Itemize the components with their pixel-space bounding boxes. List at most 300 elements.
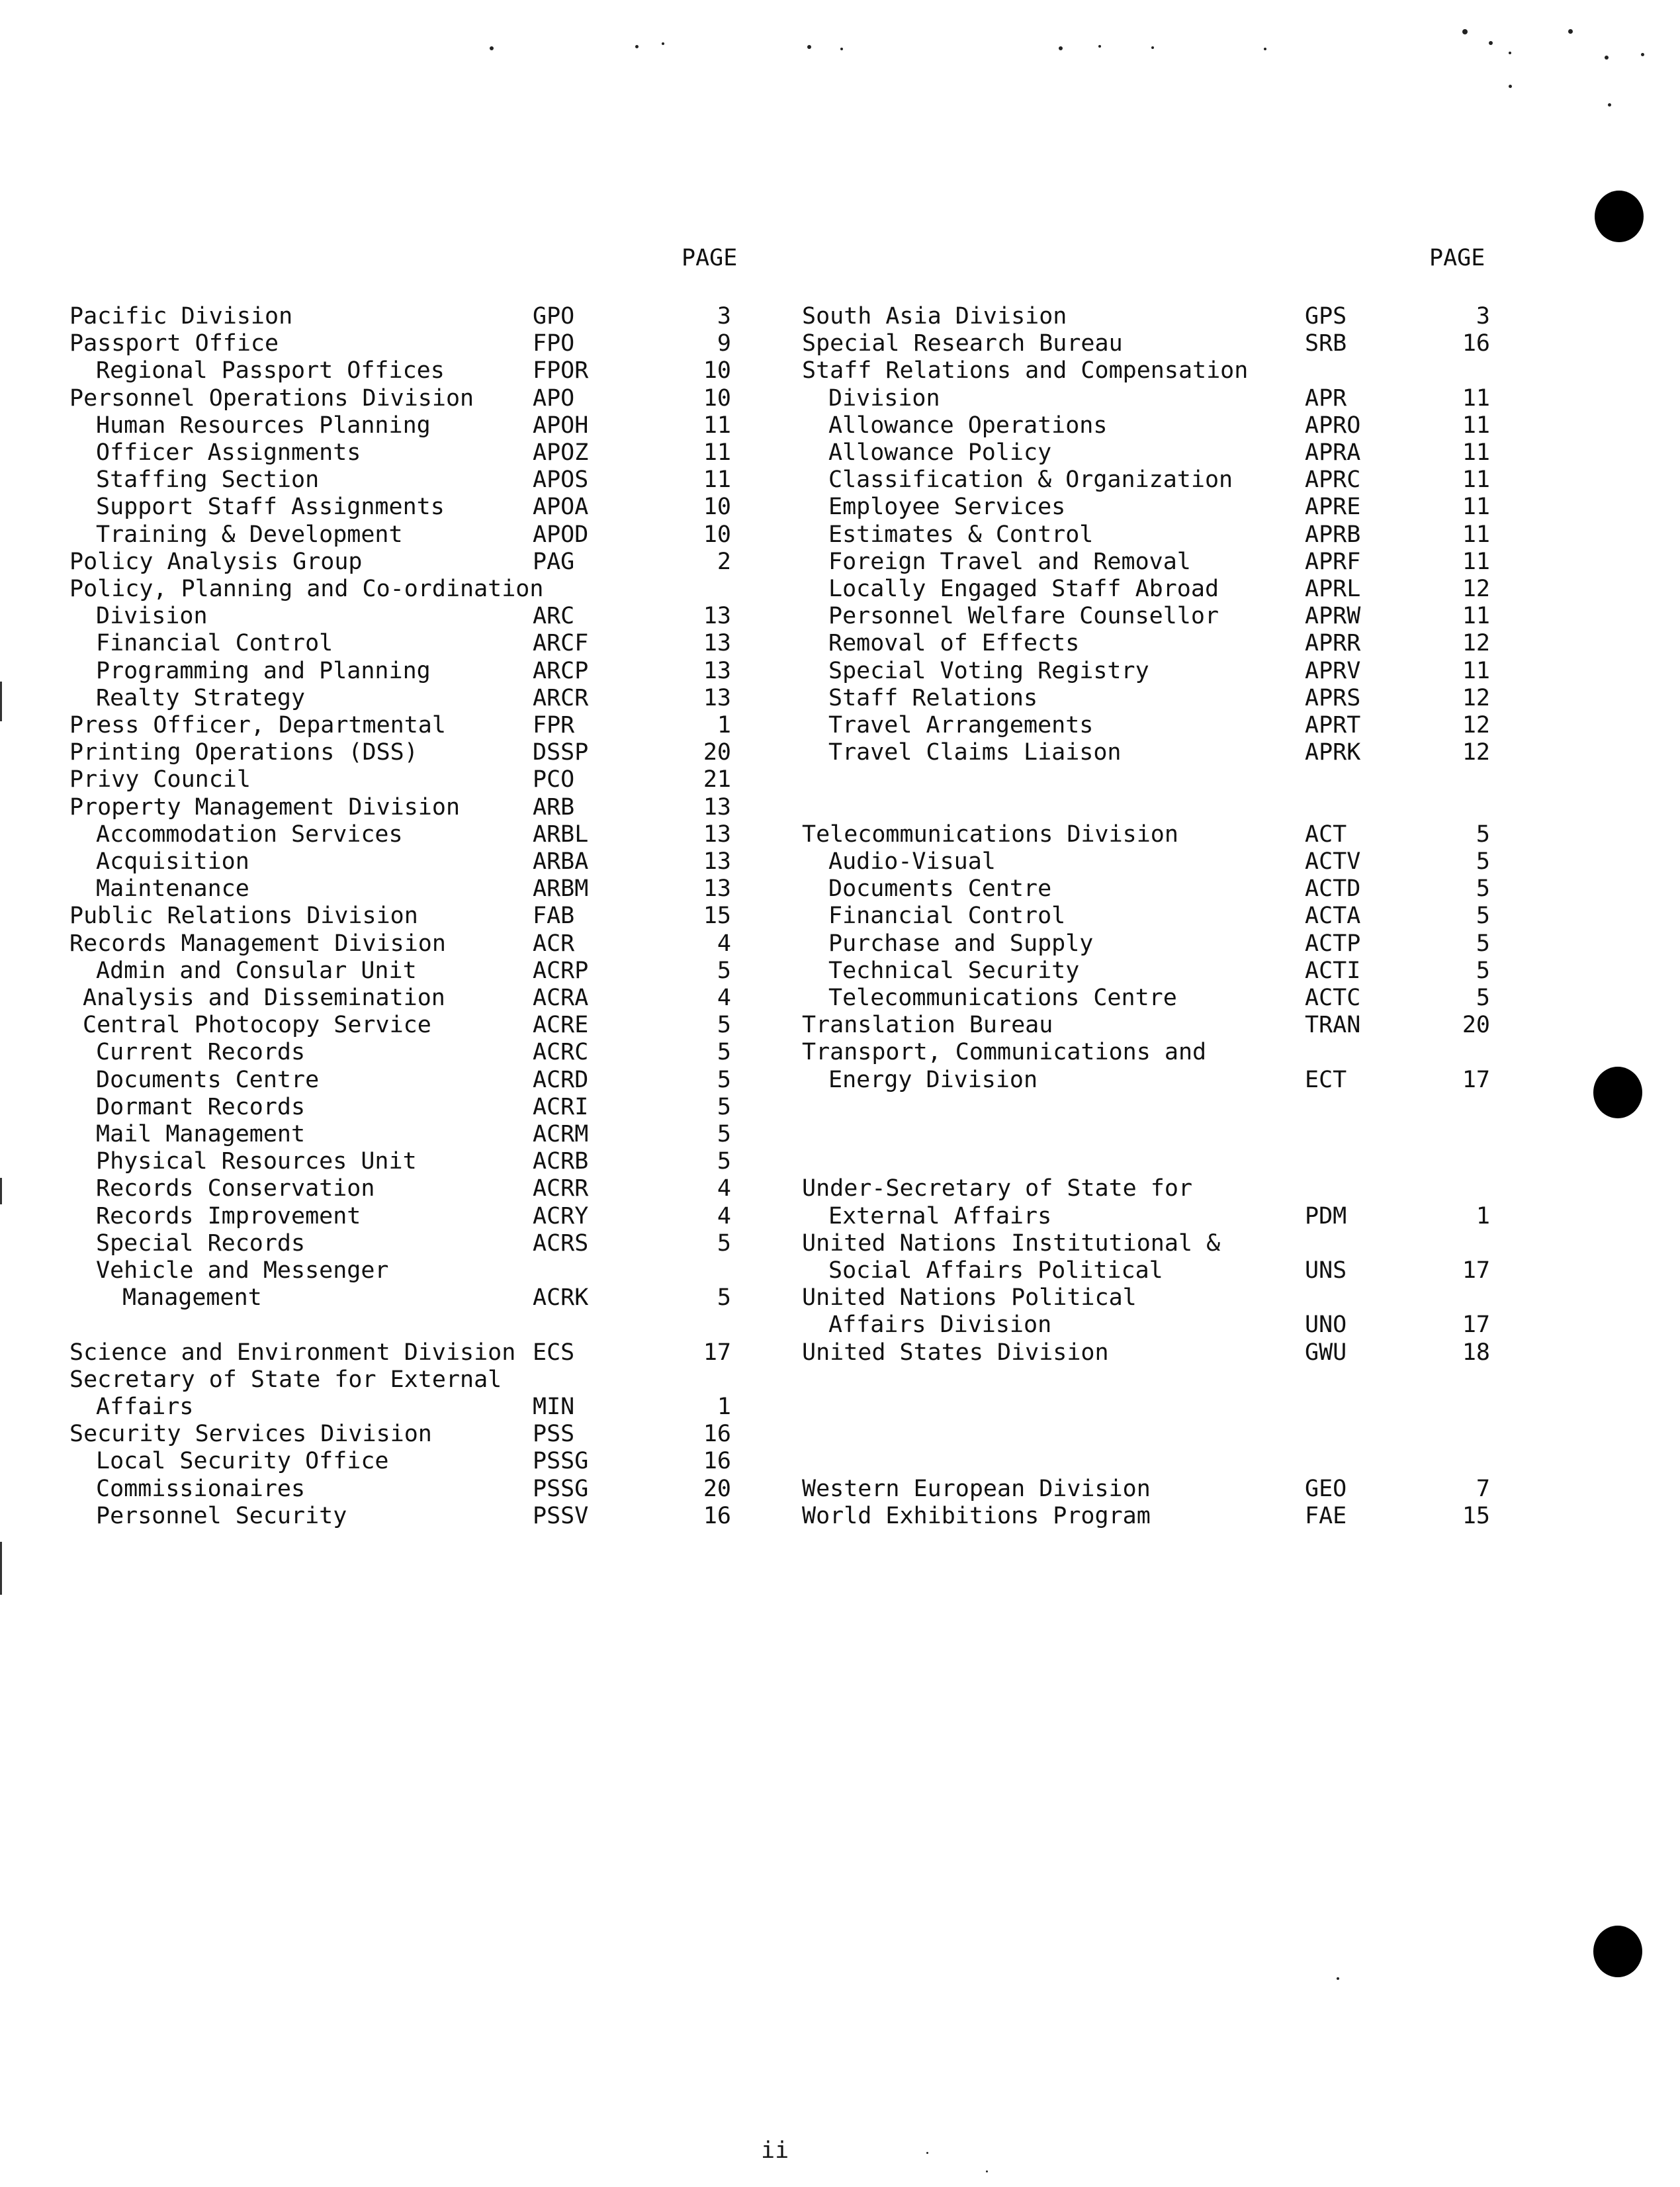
entry-page: 11 (1462, 467, 1490, 494)
entry-name: Mail Management (96, 1121, 306, 1147)
index-entry (69, 630, 738, 656)
entry-name: Transport, Communications and (802, 1039, 1207, 1066)
index-entry (69, 412, 738, 439)
entry-code: ACRY (533, 1202, 589, 1229)
index-entry (69, 1039, 738, 1065)
scan-speck (635, 45, 639, 48)
index-entry (69, 1284, 738, 1311)
entry-name: Printing Operations (DSS) (69, 739, 418, 766)
entry-name: Personnel Welfare Counsellor (828, 603, 1219, 630)
entry-code: APOA (533, 494, 589, 521)
index-entry (802, 712, 1490, 738)
index-entry (69, 821, 738, 848)
entry-name: Officer Assignments (96, 439, 361, 466)
entry-page: 18 (1462, 1339, 1490, 1366)
entry-name: Science and Environment Division (69, 1339, 516, 1366)
entry-page: 16 (703, 1421, 731, 1448)
entry-page: 10 (703, 494, 731, 521)
entry-name: Telecommunications Division (802, 821, 1178, 848)
entry-code: PSSG (533, 1475, 589, 1502)
entry-page: 20 (1462, 1012, 1490, 1039)
entry-name: Foreign Travel and Removal (828, 548, 1191, 575)
scan-speck (490, 46, 494, 50)
entry-page: 5 (1476, 903, 1490, 930)
entry-name: Central Photocopy Service (83, 1012, 431, 1039)
index-entry (802, 1339, 1490, 1366)
entry-name: Property Management Division (69, 793, 461, 821)
entry-code: APOS (533, 467, 589, 494)
entry-code: APRS (1305, 684, 1361, 711)
scan-speck (1608, 103, 1611, 107)
entry-page: 1 (717, 712, 731, 738)
index-entry (802, 603, 1490, 629)
index-entry (802, 357, 1490, 384)
index-entry (802, 766, 1490, 793)
entry-name: Records Improvement (96, 1202, 361, 1229)
punch-hole-top (1595, 191, 1644, 242)
entry-code: ACRK (533, 1284, 589, 1312)
index-entry (69, 1312, 738, 1338)
scan-speck (986, 2170, 988, 2172)
entry-page: 4 (717, 930, 731, 957)
entry-name: Staff Relations (828, 684, 1038, 711)
index-entry (69, 549, 738, 575)
entry-name: Western European Division (802, 1475, 1151, 1502)
entry-page: 16 (703, 1448, 731, 1475)
entry-code: ACRD (533, 1066, 589, 1093)
entry-code: ACRR (533, 1175, 589, 1202)
page-number: ii (761, 2137, 789, 2164)
entry-code: ARCR (533, 684, 589, 711)
index-entry (802, 875, 1490, 902)
index-entry (802, 658, 1490, 684)
entry-code: APRB (1305, 521, 1361, 548)
index-entry (69, 603, 738, 629)
scan-speck (1568, 29, 1573, 34)
index-entry (802, 330, 1490, 357)
entry-name: Documents Centre (828, 875, 1052, 903)
index-entry (69, 1203, 738, 1229)
entry-name: United Nations Institutional & (802, 1229, 1221, 1257)
index-entry (69, 848, 738, 875)
index-entry (802, 1448, 1490, 1474)
entry-code: PCO (533, 766, 575, 793)
scan-speck (1098, 45, 1101, 48)
entry-code: APRO (1305, 412, 1361, 439)
index-entry (802, 1421, 1490, 1447)
index-entry (802, 1039, 1490, 1065)
index-entry (69, 1476, 738, 1502)
index-entry (69, 1448, 738, 1474)
page-column-header-left: PAGE (682, 245, 738, 271)
entry-code: PSS (533, 1421, 575, 1448)
entry-page: 11 (703, 439, 731, 466)
index-entry (69, 521, 738, 548)
entry-page: 13 (703, 821, 731, 848)
entry-code: ACRM (533, 1121, 589, 1147)
entry-name: Passport Office (69, 330, 279, 357)
entry-name: Maintenance (96, 875, 249, 903)
entry-name: Analysis and Dissemination (83, 985, 445, 1011)
entry-page: 3 (1476, 303, 1490, 330)
index-entry (69, 903, 738, 929)
entry-page: 11 (1462, 521, 1490, 548)
entry-page: 16 (703, 1502, 731, 1529)
entry-page: 11 (1462, 494, 1490, 521)
entry-page: 5 (1476, 930, 1490, 957)
entry-page: 17 (1462, 1066, 1490, 1093)
entry-code: APRA (1305, 439, 1361, 466)
entry-page: 20 (703, 1475, 731, 1502)
entry-page: 10 (703, 521, 731, 548)
index-entry (69, 958, 738, 984)
entry-code: ARBL (533, 821, 589, 848)
scan-speck (1509, 85, 1512, 88)
entry-code: APOD (533, 521, 589, 548)
index-entry (802, 848, 1490, 875)
entry-code: ARB (533, 793, 575, 821)
punch-hole-bottom (1593, 1926, 1642, 1977)
entry-name: Acquisition (96, 848, 249, 875)
scan-margin-mark (0, 682, 2, 721)
index-entry (69, 1339, 738, 1366)
scan-margin-mark (0, 1178, 2, 1204)
index-entry (69, 766, 738, 793)
entry-name: Division (96, 603, 208, 630)
index-entry (69, 658, 738, 684)
entry-name: Special Voting Registry (828, 657, 1149, 684)
entry-code: ACTP (1305, 930, 1361, 957)
entry-page: 5 (717, 1093, 731, 1120)
entry-code: ACTV (1305, 848, 1361, 875)
index-entry (69, 1421, 738, 1447)
entry-name: Local Security Office (96, 1448, 389, 1475)
index-entry (802, 685, 1490, 711)
entry-name: Documents Centre (96, 1066, 320, 1093)
entry-code: ACRE (533, 1012, 589, 1039)
entry-name: Policy, Planning and Co-ordination (69, 576, 544, 602)
entry-code: APRV (1305, 657, 1361, 684)
index-entry (69, 467, 738, 493)
entry-name: Division (828, 384, 940, 412)
entry-page: 13 (703, 793, 731, 821)
entry-name: Pacific Division (69, 303, 293, 330)
entry-page: 16 (1462, 330, 1490, 357)
entry-code: ACTA (1305, 903, 1361, 930)
entry-code: FPO (533, 330, 575, 357)
entry-code: UNS (1305, 1257, 1347, 1284)
index-entry (802, 303, 1490, 330)
index-entry (802, 1257, 1490, 1284)
index-entry (69, 1366, 738, 1393)
entry-name: Affairs Division (828, 1312, 1052, 1339)
entry-name: Technical Security (828, 957, 1080, 984)
entry-code: FAB (533, 903, 575, 930)
entry-name: Under-Secretary of State for (802, 1175, 1193, 1202)
entry-code: APOH (533, 412, 589, 439)
entry-page: 5 (717, 1229, 731, 1257)
entry-page: 13 (703, 875, 731, 903)
scan-speck (1641, 53, 1644, 56)
entry-name: Press Officer, Departmental (69, 712, 446, 738)
entry-page: 11 (1462, 548, 1490, 575)
entry-code: APO (533, 384, 575, 412)
entry-name: Public Relations Division (69, 903, 418, 930)
entry-code: FAE (1305, 1502, 1347, 1529)
entry-page: 12 (1462, 684, 1490, 711)
entry-page: 1 (1476, 1202, 1490, 1229)
entry-name: Secretary of State for External (69, 1366, 502, 1393)
entry-page: 13 (703, 603, 731, 630)
entry-page: 5 (717, 1148, 731, 1175)
index-entry (802, 439, 1490, 466)
index-column-left (69, 0, 738, 2187)
entry-page: 10 (703, 357, 731, 384)
entry-code: ACRB (533, 1148, 589, 1175)
index-entry (69, 712, 738, 738)
index-entry (69, 1148, 738, 1175)
scan-speck (662, 42, 664, 45)
index-entry (802, 630, 1490, 656)
index-entry (802, 739, 1490, 766)
entry-code: ACTI (1305, 957, 1361, 984)
entry-name: Training & Development (96, 521, 403, 548)
entry-name: Records Conservation (96, 1175, 375, 1202)
entry-code: ACTD (1305, 875, 1361, 903)
entry-name: Travel Arrangements (828, 712, 1094, 738)
index-entry (802, 1366, 1490, 1393)
entry-name: Support Staff Assignments (96, 494, 445, 521)
entry-page: 11 (1462, 384, 1490, 412)
entry-name: Records Management Division (69, 930, 446, 957)
index-entry (802, 1394, 1490, 1420)
entry-name: Purchase and Supply (828, 930, 1094, 957)
index-entry (69, 1175, 738, 1202)
entry-name: United States Division (802, 1339, 1109, 1366)
scan-speck (926, 2152, 928, 2154)
scan-speck (1059, 46, 1063, 50)
index-entry (69, 1257, 738, 1284)
entry-code: GPO (533, 303, 575, 330)
index-entry (69, 357, 738, 384)
entry-page: 21 (703, 766, 731, 793)
index-entry (69, 439, 738, 466)
entry-name: United Nations Political (802, 1284, 1137, 1312)
entry-name: Personnel Security (96, 1502, 347, 1529)
entry-page: 5 (717, 1066, 731, 1093)
entry-name: Travel Claims Liaison (828, 739, 1122, 766)
entry-code: ACR (533, 930, 575, 957)
entry-name: Admin and Consular Unit (96, 957, 417, 984)
entry-code: GEO (1305, 1475, 1347, 1502)
entry-code: APRW (1305, 603, 1361, 630)
index-entry (69, 576, 738, 602)
entry-page: 5 (717, 1039, 731, 1066)
entry-page: 3 (717, 303, 731, 330)
entry-page: 17 (1462, 1257, 1490, 1284)
entry-code: FPR (533, 712, 575, 738)
entry-name: Employee Services (828, 494, 1066, 521)
index-entry (802, 385, 1490, 412)
index-entry (802, 1067, 1490, 1093)
index-entry (802, 1503, 1490, 1529)
entry-name: Privy Council (69, 766, 251, 793)
entry-code: PAG (533, 548, 575, 575)
entry-page: 11 (1462, 439, 1490, 466)
entry-code: APRE (1305, 494, 1361, 521)
index-entry (802, 1203, 1490, 1229)
entry-name: Telecommunications Centre (828, 985, 1177, 1011)
entry-code: UNO (1305, 1312, 1347, 1339)
index-entry (802, 1121, 1490, 1147)
entry-page: 5 (1476, 875, 1490, 903)
index-entry (802, 521, 1490, 548)
entry-name: Financial Control (828, 903, 1066, 930)
entry-code: APRK (1305, 739, 1361, 766)
index-entry (69, 385, 738, 412)
entry-code: GWU (1305, 1339, 1347, 1366)
scan-speck (1509, 52, 1511, 54)
entry-name: Financial Control (96, 630, 333, 657)
entry-code: FPOR (533, 357, 589, 384)
entry-page: 10 (703, 384, 731, 412)
entry-page: 5 (717, 1284, 731, 1312)
entry-page: 5 (717, 1012, 731, 1039)
index-entry (69, 1121, 738, 1147)
entry-code: GPS (1305, 303, 1347, 330)
entry-name: Affairs (96, 1394, 194, 1420)
entry-page: 15 (1462, 1502, 1490, 1529)
entry-page: 1 (717, 1394, 731, 1420)
index-entry (802, 1284, 1490, 1311)
entry-page: 5 (1476, 821, 1490, 848)
index-entry (802, 1312, 1490, 1338)
entry-page: 9 (717, 330, 731, 357)
index-entry (802, 1012, 1490, 1038)
index-entry (69, 1067, 738, 1093)
entry-page: 15 (703, 903, 731, 930)
index-entry (69, 494, 738, 520)
index-entry (69, 1012, 738, 1038)
entry-code: APOZ (533, 439, 589, 466)
punch-hole-middle (1593, 1067, 1642, 1118)
index-entry (802, 549, 1490, 575)
entry-page: 11 (1462, 603, 1490, 630)
entry-code: MIN (533, 1394, 575, 1420)
entry-name: Realty Strategy (96, 684, 306, 711)
entry-page: 7 (1476, 1475, 1490, 1502)
entry-code: APRC (1305, 467, 1361, 494)
page-column-header-right: PAGE (1429, 245, 1485, 271)
entry-name: Allowance Policy (828, 439, 1052, 466)
entry-name: Allowance Operations (828, 412, 1108, 439)
entry-name: Commissionaires (96, 1475, 306, 1502)
entry-page: 5 (717, 1121, 731, 1147)
entry-code: ACRA (533, 985, 589, 1011)
entry-name: Dormant Records (96, 1093, 306, 1120)
entry-code: ARCP (533, 657, 589, 684)
index-entry (69, 739, 738, 766)
entry-name: External Affairs (828, 1202, 1052, 1229)
entry-code: ARBM (533, 875, 589, 903)
scan-speck (840, 48, 843, 50)
entry-name: Special Records (96, 1229, 306, 1257)
entry-name: Physical Resources Unit (96, 1148, 417, 1175)
scan-speck (1337, 1977, 1339, 1980)
entry-name: Estimates & Control (828, 521, 1094, 548)
entry-code: PSSV (533, 1502, 589, 1529)
entry-name: Policy Analysis Group (69, 548, 363, 575)
entry-page: 11 (1462, 657, 1490, 684)
entry-page: 11 (703, 467, 731, 494)
entry-page: 4 (717, 1175, 731, 1202)
entry-code: DSSP (533, 739, 589, 766)
index-entry (802, 467, 1490, 493)
entry-page: 5 (1476, 957, 1490, 984)
index-entry (69, 1230, 738, 1257)
entry-code: ACTC (1305, 985, 1361, 1011)
index-entry (802, 930, 1490, 957)
entry-name: Security Services Division (69, 1421, 432, 1448)
entry-code: ACRP (533, 957, 589, 984)
entry-name: Personnel Operations Division (69, 384, 474, 412)
entry-code: ARCF (533, 630, 589, 657)
entry-page: 12 (1462, 630, 1490, 657)
entry-name: Social Affairs Political (828, 1257, 1163, 1284)
entry-name: Audio-Visual (828, 848, 996, 875)
index-column-right (802, 0, 1490, 2187)
scan-speck (1462, 29, 1468, 34)
entry-name: Translation Bureau (802, 1012, 1053, 1039)
index-entry (802, 412, 1490, 439)
entry-page: 4 (717, 985, 731, 1011)
index-entry (69, 794, 738, 821)
index-entry (69, 1394, 738, 1420)
entry-code: APRR (1305, 630, 1361, 657)
entry-name: South Asia Division (802, 303, 1067, 330)
entry-name: Locally Engaged Staff Abroad (828, 576, 1219, 602)
index-entry (69, 1503, 738, 1529)
index-entry (69, 330, 738, 357)
index-entry (802, 985, 1490, 1011)
entry-code: ECS (533, 1339, 575, 1366)
entry-page: 13 (703, 848, 731, 875)
entry-page: 12 (1462, 576, 1490, 602)
entry-name: Current Records (96, 1039, 306, 1066)
entry-name: Accommodation Services (96, 821, 403, 848)
entry-code: PSSG (533, 1448, 589, 1475)
entry-code: ARBA (533, 848, 589, 875)
index-entry (802, 1230, 1490, 1257)
entry-page: 17 (703, 1339, 731, 1366)
entry-code: ARC (533, 603, 575, 630)
entry-page: 5 (1476, 985, 1490, 1011)
index-entry (802, 903, 1490, 929)
entry-page: 4 (717, 1202, 731, 1229)
entry-code: ACT (1305, 821, 1347, 848)
scan-speck (1489, 41, 1493, 45)
entry-code: APRT (1305, 712, 1361, 738)
entry-name: Energy Division (828, 1066, 1038, 1093)
index-entry (802, 494, 1490, 520)
entry-page: 12 (1462, 712, 1490, 738)
entry-code: APR (1305, 384, 1347, 412)
entry-code: ACRC (533, 1039, 589, 1066)
scan-speck (1264, 48, 1266, 50)
entry-code: APRF (1305, 548, 1361, 575)
index-entry (69, 303, 738, 330)
entry-page: 11 (1462, 412, 1490, 439)
